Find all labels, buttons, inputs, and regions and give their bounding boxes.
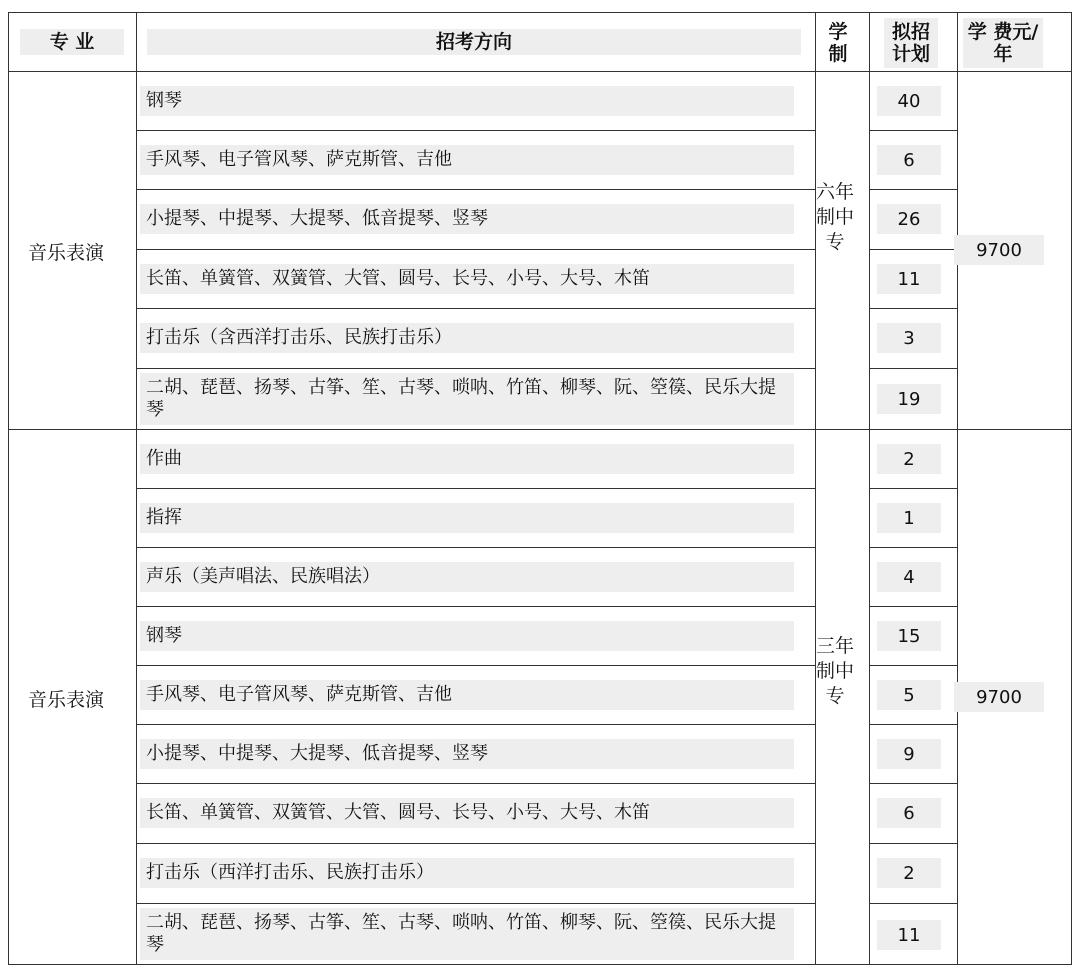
row-plan: 5 bbox=[877, 680, 941, 710]
row-plan: 40 bbox=[877, 86, 941, 116]
row-direction: 小提琴、中提琴、大提琴、低音提琴、竖琴 bbox=[140, 204, 794, 234]
header-divider bbox=[8, 71, 1072, 72]
divider bbox=[815, 12, 816, 965]
row-direction: 长笛、单簧管、双簧管、大管、圆号、长号、小号、大号、木笛 bbox=[140, 264, 794, 294]
row-plan: 15 bbox=[877, 621, 941, 651]
row-direction: 手风琴、电子管风琴、萨克斯管、吉他 bbox=[140, 680, 794, 710]
group-major: 音乐表演 bbox=[27, 689, 104, 711]
header-fee: 学 费元/年 bbox=[967, 21, 1039, 65]
group-duration: 六年制中专 bbox=[815, 181, 854, 253]
row-direction: 钢琴 bbox=[140, 621, 794, 651]
group-fee: 9700 bbox=[954, 235, 1044, 265]
row-direction: 长笛、单簧管、双簧管、大管、圆号、长号、小号、大号、木笛 bbox=[140, 798, 794, 828]
row-plan: 4 bbox=[877, 562, 941, 592]
header-major: 专 业 bbox=[49, 31, 95, 53]
header-duration: 学制 bbox=[828, 21, 848, 65]
row-direction: 打击乐（西洋打击乐、民族打击乐） bbox=[140, 858, 794, 888]
row-direction: 作曲 bbox=[140, 444, 794, 474]
row-plan: 6 bbox=[877, 145, 941, 175]
row-plan: 26 bbox=[877, 204, 941, 234]
row-direction: 手风琴、电子管风琴、萨克斯管、吉他 bbox=[140, 145, 794, 175]
row-plan: 11 bbox=[877, 920, 941, 950]
group-divider bbox=[8, 429, 1072, 430]
header-plan: 拟招计划 bbox=[891, 21, 930, 65]
row-plan: 3 bbox=[877, 323, 941, 353]
row-direction: 声乐（美声唱法、民族唱法） bbox=[140, 562, 794, 592]
divider bbox=[957, 12, 958, 965]
row-plan: 11 bbox=[877, 264, 941, 294]
row-plan: 9 bbox=[877, 739, 941, 769]
group-major: 音乐表演 bbox=[27, 242, 104, 264]
row-direction: 二胡、琵琶、扬琴、古筝、笙、古琴、唢呐、竹笛、柳琴、阮、箜篌、民乐大提琴 bbox=[140, 373, 794, 425]
row-plan: 19 bbox=[877, 384, 941, 414]
row-direction: 指挥 bbox=[140, 503, 794, 533]
header-direction: 招考方向 bbox=[435, 31, 512, 53]
row-plan: 6 bbox=[877, 798, 941, 828]
group-duration: 三年制中专 bbox=[815, 635, 854, 707]
row-direction: 打击乐（含西洋打击乐、民族打击乐） bbox=[140, 323, 794, 353]
row-plan: 2 bbox=[877, 858, 941, 888]
row-plan: 2 bbox=[877, 444, 941, 474]
row-direction: 小提琴、中提琴、大提琴、低音提琴、竖琴 bbox=[140, 739, 794, 769]
row-direction: 二胡、琵琶、扬琴、古筝、笙、古琴、唢呐、竹笛、柳琴、阮、箜篌、民乐大提琴 bbox=[140, 908, 794, 960]
group-fee: 9700 bbox=[954, 682, 1044, 712]
row-plan: 1 bbox=[877, 503, 941, 533]
row-direction: 钢琴 bbox=[140, 86, 794, 116]
